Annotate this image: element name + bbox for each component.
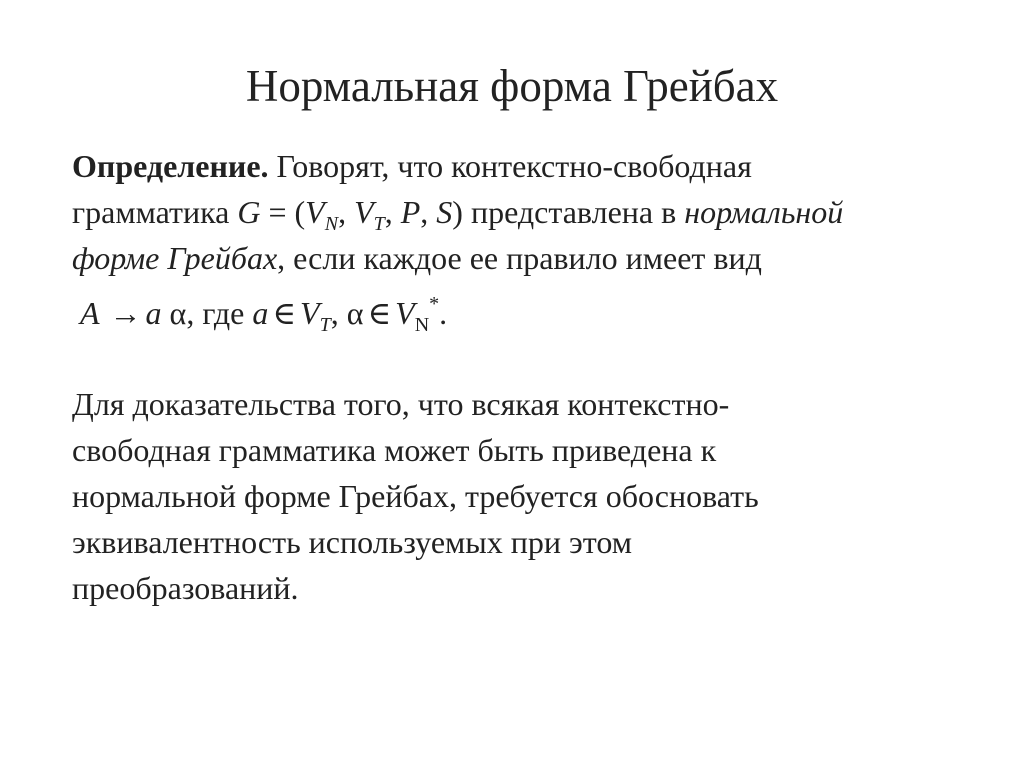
equals-paren: = ( xyxy=(260,194,306,230)
grammar-symbol-g: G xyxy=(237,194,261,230)
subscript-t: T xyxy=(373,213,385,235)
formula-subscript-n: N xyxy=(414,314,430,336)
comma-2: , xyxy=(384,194,401,230)
arrow-icon: → xyxy=(109,295,142,331)
formula-a-nonterminal: A xyxy=(80,295,100,331)
proof-paragraph xyxy=(72,381,972,611)
proof-line-2: свободная грамматика может быть приведена к xyxy=(72,432,717,468)
formula-alpha: α xyxy=(169,295,187,331)
formula-subscript-t: T xyxy=(319,314,331,336)
definition-line-2-text-a: грамматика xyxy=(72,194,238,230)
p-symbol: P xyxy=(400,194,421,230)
proof-line-3: нормальной форме Грейбах, требуется обосновать xyxy=(72,478,759,514)
definition-line-3 xyxy=(72,235,972,281)
definition-line-2-text-b: ) представлена в xyxy=(452,194,685,230)
v-symbol-1: V xyxy=(305,194,325,230)
formula-period: . xyxy=(439,295,448,331)
subscript-n: N xyxy=(324,213,339,235)
comma-3: , xyxy=(420,194,437,230)
slide-body xyxy=(72,143,972,611)
definition-paragraph xyxy=(72,143,972,281)
s-symbol: S xyxy=(436,194,453,230)
comma-1: , xyxy=(338,194,355,230)
definition-term: Определение. xyxy=(72,148,269,184)
formula-v-n: V xyxy=(395,295,415,331)
proof-line-5: преобразований. xyxy=(72,570,299,606)
formula-alpha-2: α xyxy=(346,295,364,331)
element-of-icon-1: ∈ xyxy=(272,295,297,331)
v-symbol-2: V xyxy=(354,194,374,230)
formula-v-t: V xyxy=(300,295,320,331)
formula-a-terminal: a xyxy=(145,295,162,331)
definition-line-2-italic: нормальной xyxy=(684,194,844,230)
proof-line-4: эквивалентность используемых при этом xyxy=(72,524,632,560)
definition-line-2 xyxy=(72,189,972,235)
rule-formula xyxy=(72,287,972,339)
definition-line-3-italic: форме Грейбах xyxy=(72,240,278,276)
definition-line-1 xyxy=(72,143,972,189)
definition-line-3-text: , если каждое ее правило имеет вид xyxy=(277,240,762,276)
definition-line-1-text: Говорят, что контекстно-свободная xyxy=(268,148,752,184)
formula-where: , где xyxy=(186,295,253,331)
slide-title: Нормальная форма Грейбах xyxy=(245,61,779,111)
formula-kleene-star: * xyxy=(429,293,440,315)
proof-line-1: Для доказательства того, что всякая контекстно- xyxy=(72,386,730,422)
formula-comma: , xyxy=(330,295,347,331)
element-of-icon-2: ∈ xyxy=(367,295,392,331)
formula-a-terminal-2: a xyxy=(252,295,269,331)
